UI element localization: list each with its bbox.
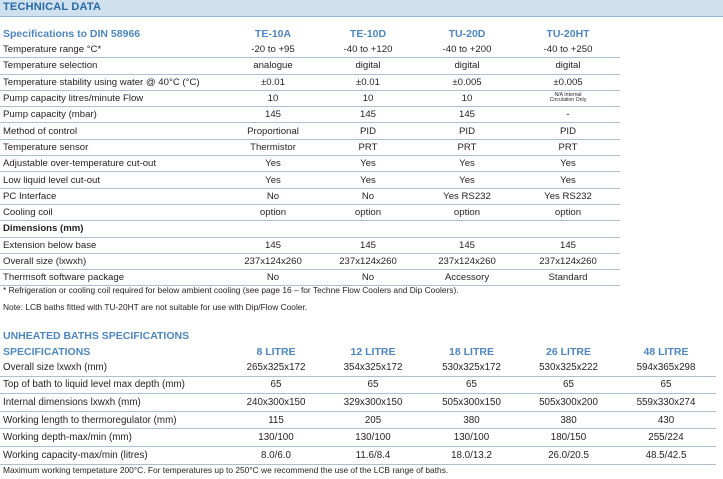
cell-value: Yes (418, 172, 516, 188)
cell-value: Yes (318, 156, 418, 172)
unheated-header-size: 18 LITRE (449, 345, 494, 358)
row-label: Working depth-max/min (mm) (0, 429, 228, 447)
cell-value: 380 (422, 411, 521, 429)
cell-value (228, 221, 318, 237)
row-label: Cooling coil (0, 204, 228, 220)
table-row (0, 74, 620, 90)
cell-value: 145 (318, 107, 418, 123)
cell-value: Yes RS232 (418, 188, 516, 204)
cell-value: 265x325x172 (228, 359, 324, 376)
cell-value: 145 (228, 237, 318, 253)
unheated-note: Maximum working tempetature 200°C. For temperatures up to 250°C we recommend the use of the LCB range of baths. (3, 465, 449, 475)
table-row (0, 107, 620, 123)
cell-value: Yes (228, 172, 318, 188)
cell-value: 237x124x260 (418, 253, 516, 269)
cell-value: digital (318, 58, 418, 74)
cell-value: option (318, 204, 418, 220)
row-label: Adjustable over-temperature cut-out (0, 156, 228, 172)
cell-value: -40 to +120 (318, 42, 418, 58)
cell-value: 594x365x298 (616, 359, 716, 376)
row-label: Working capacity-max/min (litres) (0, 446, 228, 464)
cell-value: No (318, 188, 418, 204)
cell-value: 130/100 (422, 429, 521, 447)
row-label: Extension below base (0, 237, 228, 253)
table-row (0, 359, 716, 376)
section-banner (0, 0, 723, 17)
table-row (0, 58, 620, 74)
table-row (0, 204, 620, 220)
cell-value: -20 to +95 (228, 42, 318, 58)
cell-value: 530x325x222 (521, 359, 616, 376)
spec-header-model: TU-20HT (546, 28, 590, 40)
cell-value: Yes (228, 156, 318, 172)
footnote-refrigeration: * Refrigeration or cooling coil required for below ambient cooling (see page 16 – for Techne Flow Coolers and Dip Coolers). (3, 285, 459, 295)
unheated-section-title: UNHEATED BATHS SPECIFICATIONS (3, 330, 190, 342)
cell-value: 145 (418, 237, 516, 253)
cell-value: digital (516, 58, 620, 74)
cell-value: 237x124x260 (228, 253, 318, 269)
cell-value: No (228, 270, 318, 286)
cell-value: Thermistor (228, 139, 318, 155)
table-row (0, 42, 620, 58)
row-label: Top of bath to liquid level max depth (mm) (0, 376, 228, 394)
row-label: Temperature stability using water @ 40°C (°C) (0, 74, 228, 90)
cell-value: 130/100 (324, 429, 422, 447)
unheated-table (0, 344, 716, 465)
unheated-header-label: SPECIFICATIONS (3, 345, 91, 358)
row-label: Overall size lxwxh (mm) (0, 359, 228, 376)
cell-value: option (228, 204, 318, 220)
cell-value (318, 221, 418, 237)
cell-value: 10 (318, 90, 418, 106)
cell-value: Yes (516, 172, 620, 188)
cell-value: Accessory (418, 270, 516, 286)
table-row (0, 90, 620, 106)
cell-value: 505x300x150 (422, 394, 521, 412)
cell-value: No (318, 270, 418, 286)
cell-value: 10 (418, 90, 516, 106)
spec-header-row (0, 26, 620, 42)
spec-header-label: Specifications to DIN 58966 (3, 28, 141, 40)
cell-value: 205 (324, 411, 422, 429)
cell-value (516, 90, 620, 106)
row-label: Internal dimensions lxwxh (mm) (0, 394, 228, 412)
cell-value: 65 (324, 376, 422, 394)
cell-value: Yes RS232 (516, 188, 620, 204)
cell-value: option (516, 204, 620, 220)
cell-value: PRT (318, 139, 418, 155)
table-row (0, 139, 620, 155)
cell-value: 180/150 (521, 429, 616, 447)
table-row (0, 123, 620, 139)
cell-value: 10 (228, 90, 318, 106)
row-label: Pump capacity litres/minute Flow (0, 90, 228, 106)
cell-value: Proportional (228, 123, 318, 139)
cell-value: PRT (418, 139, 516, 155)
cell-value: 8.0/6.0 (228, 446, 324, 464)
cell-value: 530x325x172 (422, 359, 521, 376)
cell-value: 329x300x150 (324, 394, 422, 412)
row-label: Working length to thermoregulator (mm) (0, 411, 228, 429)
cell-value: - (516, 107, 620, 123)
cell-value: 255/224 (616, 429, 716, 447)
table-row (0, 237, 620, 253)
cell-value: 430 (616, 411, 716, 429)
row-label: Low liquid level cut-out (0, 172, 228, 188)
cell-note-line: N/A Internal (554, 91, 582, 98)
cell-value: 11.6/8.4 (324, 446, 422, 464)
cell-value: 130/100 (228, 429, 324, 447)
cell-value: 65 (616, 376, 716, 394)
cell-value: 18.0/13.2 (422, 446, 521, 464)
unheated-header-row (0, 344, 716, 359)
section-title: TECHNICAL DATA (3, 1, 102, 13)
table-row (0, 172, 620, 188)
cell-value: 26.0/20.5 (521, 446, 616, 464)
table-row (0, 411, 716, 429)
cell-value: -40 to +250 (516, 42, 620, 58)
cell-value: PID (418, 123, 516, 139)
cell-value: Standard (516, 270, 620, 286)
row-label: PC Interface (0, 188, 228, 204)
cell-value: analogue (228, 58, 318, 74)
cell-note (550, 93, 587, 104)
cell-value: 354x325x172 (324, 359, 422, 376)
cell-value: 380 (521, 411, 616, 429)
cell-value: Yes (418, 156, 516, 172)
cell-value: Yes (318, 172, 418, 188)
cell-value: 48.5/42.5 (616, 446, 716, 464)
cell-value: PID (516, 123, 620, 139)
unheated-header-size: 12 LITRE (350, 345, 396, 358)
cell-value: PID (318, 123, 418, 139)
spec-header-model: TE-10A (254, 28, 292, 40)
table-row (0, 156, 620, 172)
unheated-header-size: 48 LITRE (643, 345, 689, 358)
cell-value (418, 221, 516, 237)
table-row (0, 253, 620, 269)
cell-value: ±0.01 (228, 74, 318, 90)
cell-value: 145 (318, 237, 418, 253)
table-row (0, 188, 620, 204)
cell-value: 145 (228, 107, 318, 123)
cell-value: Yes (516, 156, 620, 172)
cell-value: 65 (422, 376, 521, 394)
cell-value: PRT (516, 139, 620, 155)
table-row (0, 221, 620, 237)
row-label: Temperature selection (0, 58, 228, 74)
cell-value (516, 221, 620, 237)
row-label: Overall size (lxwxh) (0, 253, 228, 269)
spec-table (0, 26, 620, 286)
cell-value: ±0.005 (418, 74, 516, 90)
cell-note-line: Circulation Only (549, 97, 587, 104)
cell-value: 505x300x200 (521, 394, 616, 412)
table-row (0, 270, 620, 286)
table-row (0, 446, 716, 464)
cell-value: 237x124x260 (516, 253, 620, 269)
cell-value: 237x124x260 (318, 253, 418, 269)
cell-value: ±0.005 (516, 74, 620, 90)
cell-value: 115 (228, 411, 324, 429)
cell-value: No (228, 188, 318, 204)
cell-value: 65 (228, 376, 324, 394)
table-row (0, 429, 716, 447)
cell-value: 65 (521, 376, 616, 394)
cell-value: -40 to +200 (418, 42, 516, 58)
row-label: Pump capacity (mbar) (0, 107, 228, 123)
row-label: Method of control (0, 123, 228, 139)
spec-header-model: TE-10D (349, 28, 387, 40)
table-row (0, 394, 716, 412)
row-label: Dimensions (mm) (0, 221, 228, 237)
cell-value: 145 (418, 107, 516, 123)
cell-value: 145 (516, 237, 620, 253)
footnote-lcb: Note: LCB baths fitted with TU-20HT are not suitable for use with Dip/Flow Cooler. (3, 302, 308, 312)
cell-value: 559x330x274 (616, 394, 716, 412)
cell-value: digital (418, 58, 516, 74)
cell-value: option (418, 204, 516, 220)
row-label: Temperature sensor (0, 139, 228, 155)
table-row (0, 376, 716, 394)
spec-header-model: TU-20D (448, 28, 486, 40)
unheated-header-size: 8 LITRE (256, 345, 296, 358)
cell-value: 240x300x150 (228, 394, 324, 412)
row-label: Thermsoft software package (0, 270, 228, 286)
cell-value: ±0.01 (318, 74, 418, 90)
row-label: Temperature range °C* (0, 42, 228, 58)
unheated-header-size: 26 LITRE (546, 345, 591, 358)
